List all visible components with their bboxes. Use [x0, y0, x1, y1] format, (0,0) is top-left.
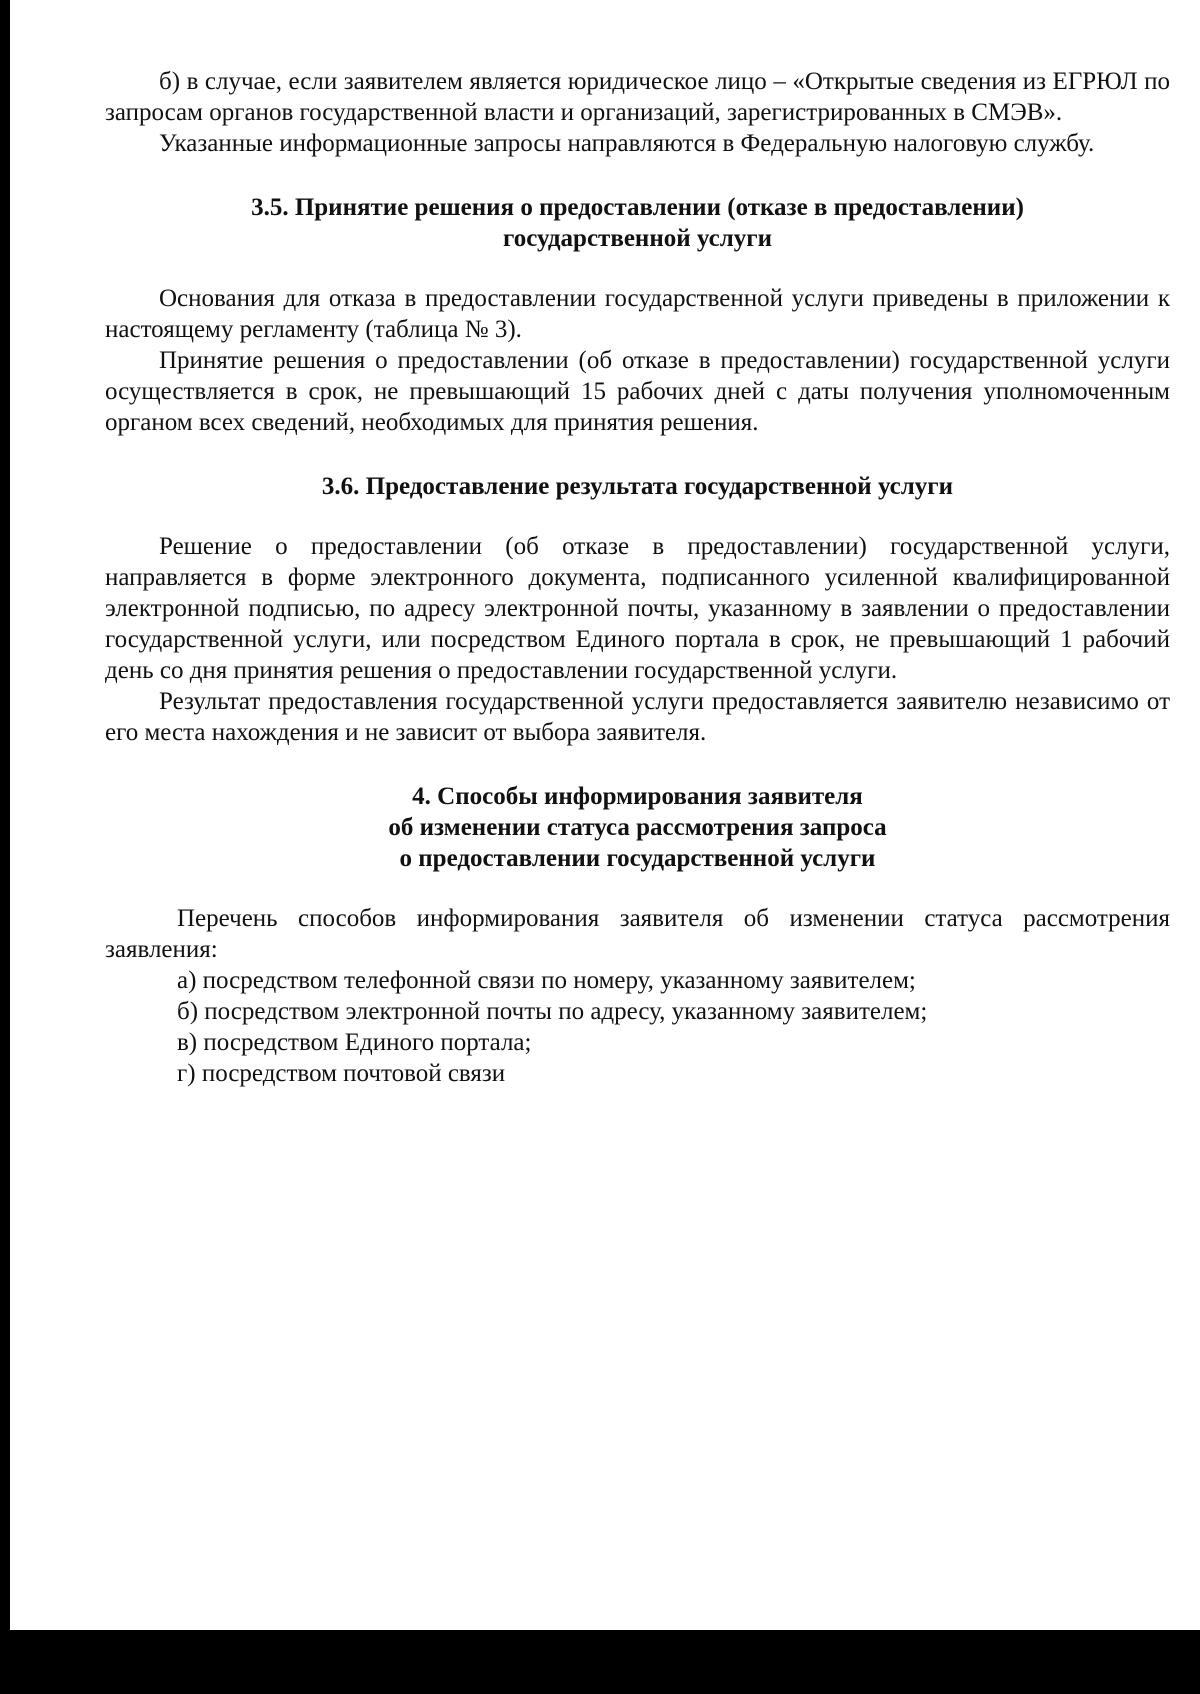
list-item: г) посредством почтовой связи	[177, 1060, 506, 1087]
paragraph-b: б) в случае, если заявителем является юридическое лицо – «Открытые сведения из ЕГРЮЛ по запросам органов государственной власти и организаций, зарегистрированных в СМЭВ».	[105, 68, 1170, 126]
section-4-intro: Перечень способов информирования заявителя об изменении статуса рассмотрения заявления:	[105, 905, 1170, 963]
document-content	[105, 66, 1170, 1089]
section-4-heading-line1: 4. Способы информирования заявителя	[412, 783, 863, 810]
informing-methods-list	[105, 965, 1170, 1089]
scan-left-border	[0, 0, 10, 1694]
section-4-heading-line2: об изменении статуса рассмотрения запроса	[388, 814, 887, 841]
section-3-5-heading	[105, 192, 1170, 254]
list-item: в) посредством Единого портала;	[177, 1029, 532, 1056]
list-item: а) посредством телефонной связи по номеру, указанному заявителем;	[177, 967, 916, 994]
section-3-5-heading-line2: государственной услуги	[502, 225, 773, 252]
section-4-heading	[105, 781, 1170, 874]
section-3-5-heading-line1: 3.5. Принятие решения о предоставлении (отказе в предоставлении)	[251, 194, 1024, 221]
section-3-5-paragraph-2: Принятие решения о предоставлении (об отказе в предоставлении) государственной услуги осуществляется в срок, не превышающий 15 рабочих дней с даты получения уполномоченным органом всех сведений, необходимых для принятия решения.	[105, 347, 1170, 436]
section-3-6-heading: 3.6. Предоставление результата государственной услуги	[321, 473, 954, 500]
section-3-6-paragraph-2: Результат предоставления государственной услуги предоставляется заявителю независимо от его места нахождения и не зависит от выбора заявителя.	[105, 688, 1170, 746]
section-3-6-paragraph-1: Решение о предоставлении (об отказе в предоставлении) государственной услуги, направляется в форме электронного документа, подписанного усиленной квалифицированной электронной подписью, по адресу электронной почты, указанному в заявлении о предоставлении государственной услуги, или посредством Единого портала в срок, не превышающий 1 рабочий день со дня принятия решения о предоставлении государственной услуги.	[105, 533, 1170, 684]
paragraph-requests: Указанные информационные запросы направляются в Федеральную налоговую службу.	[159, 130, 1095, 157]
section-4-heading-line3: о предоставлении государственной услуги	[399, 845, 876, 872]
list-item: б) посредством электронной почты по адресу, указанному заявителем;	[177, 998, 928, 1025]
scan-bottom-border	[0, 1630, 1200, 1694]
section-3-5-paragraph-1: Основания для отказа в предоставлении государственной услуги приведены в приложении к настоящему регламенту (таблица № 3).	[105, 285, 1170, 343]
